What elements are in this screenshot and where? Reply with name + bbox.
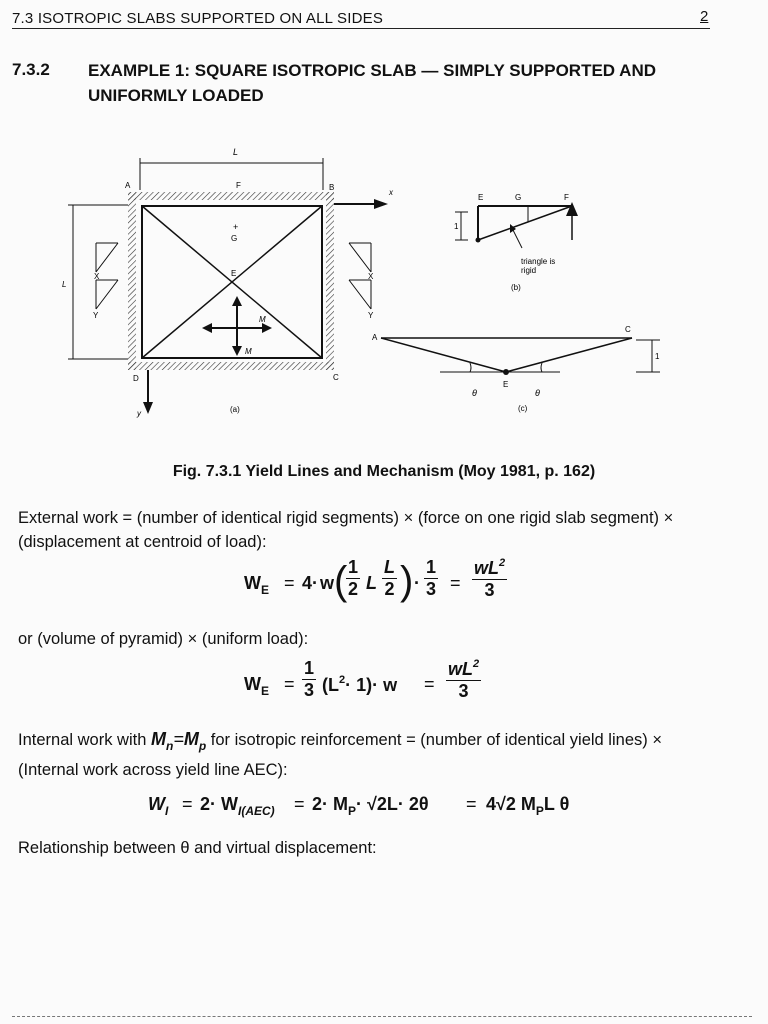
eq1-equals-2: = — [450, 573, 461, 593]
label-Y-right: Y — [368, 311, 374, 320]
label-M-horizontal: M — [259, 315, 266, 324]
eq1-w: w — [320, 573, 335, 593]
header-rule — [12, 28, 710, 29]
section-title: EXAMPLE 1: SQUARE ISOTROPIC SLAB — SIMPLY SUPPORTED AND UNIFORMLY LOADED — [88, 61, 657, 105]
eq1-L: L — [366, 573, 377, 593]
eq3-t1: 2· W — [200, 794, 238, 814]
note-rigid: rigid — [521, 266, 537, 275]
label-E: E — [231, 269, 237, 278]
eq1-lhs-sub: E — [261, 583, 270, 597]
panel-c-label: (c) — [518, 404, 528, 413]
note-triangle-is: triangle is — [521, 257, 556, 266]
label-A-c: A — [372, 333, 378, 342]
label-G-b: G — [515, 193, 522, 202]
label-C: C — [333, 373, 339, 382]
eq1-dot: · — [414, 573, 420, 593]
page-number: 2 — [700, 8, 709, 25]
eq1-lhs: W — [244, 573, 261, 593]
label-x-axis: x — [389, 188, 393, 197]
eq3-lhs: W — [148, 794, 165, 814]
eq2-lhs-sub: E — [261, 684, 270, 698]
svg-text:+: + — [233, 222, 239, 232]
running-header-title: 7.3 ISOTROPIC SLABS SUPPORTED ON ALL SIDES — [12, 10, 384, 27]
eq2-mid: (L — [322, 675, 339, 695]
footer-rule — [12, 1016, 752, 1017]
label-theta-right: θ — [535, 388, 540, 398]
eq2-result: $wL^2$ 3 — [448, 658, 480, 701]
label-C-c: C — [625, 325, 631, 334]
label-theta-left: θ — [472, 388, 477, 398]
paragraph-internal-work: Internal work with $M_n=M_p$ for isotropic reinforcement = (number of identical yield lines) × (Internal work across yield line AEC): — [18, 729, 662, 779]
label-G: G — [231, 234, 238, 243]
support-hatch-left — [128, 192, 136, 370]
support-hatch-bottom — [128, 362, 334, 370]
label-E-c: E — [503, 380, 509, 389]
eq2-mid2: · 1)· w — [345, 675, 398, 695]
eq3-t4: 4√2 M — [486, 794, 536, 814]
label-B: B — [329, 183, 335, 192]
eq1-result: $wL^2$ 3 — [474, 557, 506, 600]
label-X-left: X — [94, 272, 100, 281]
panel-b-label: (b) — [511, 283, 521, 292]
eq3-t5: L θ — [543, 794, 570, 814]
label-D: D — [133, 374, 139, 383]
panel-a — [62, 147, 394, 418]
label-X-right: X — [368, 272, 374, 281]
equation-external-work-2: $W_E$ = 1 3 $(L^2\cdot 1)\cdot w$ = $wL^2$ 3 — [244, 658, 480, 701]
figure-yield-lines — [0, 130, 768, 440]
paragraph-external-work: External work = (number of identical rigid segments) × (force on one rigid slab segment) × (displacement at centroid of load): — [18, 509, 674, 551]
paragraph-relationship: Relationship between θ and virtual displacement: — [18, 839, 377, 857]
eq1-equals: = — [284, 573, 295, 593]
label-E-b: E — [478, 193, 484, 202]
label-A: A — [125, 181, 131, 190]
eq1-frac1: 1 2 — [348, 557, 359, 599]
label-y-axis: y — [137, 409, 141, 418]
eq2-frac: 1 3 — [304, 658, 315, 700]
label-L-top: L — [233, 147, 239, 157]
eq1-frac2: L 2 — [384, 557, 395, 599]
label-F: F — [236, 181, 241, 190]
section-number: 7.3.2 — [12, 60, 50, 79]
label-1-c: 1 — [655, 352, 660, 361]
equation-external-work-1: $W_E$ = 4· w ( 1 2 L L 2 ) · 1 3 = $wL^2$ 3 — [244, 557, 506, 603]
eq3-t2: 2· M — [312, 794, 348, 814]
paragraph-volume-pyramid: or (volume of pyramid) × (uniform load): — [18, 630, 309, 648]
support-hatch-top — [128, 192, 334, 200]
eq1-factor: 4· — [302, 573, 319, 593]
panel-a-label: (a) — [230, 405, 240, 414]
eq2-equals-2: = — [424, 674, 435, 694]
label-Y-left: Y — [93, 311, 99, 320]
panel-c — [372, 325, 660, 413]
eq2-equals: = — [284, 674, 295, 694]
eq3-t3: · √2L· 2θ — [356, 794, 429, 814]
support-hatch-right — [326, 192, 334, 370]
label-L-left: L — [62, 280, 67, 289]
equation-internal-work: $W_I$ = $2\cdot W_{I(AEC)}$ = $2\cdot M_P\cdot √2L\cdot 2\theta$ = 4√2 $M_PL$ θ — [148, 794, 570, 818]
panel-b — [454, 193, 578, 292]
eq2-lhs: W — [244, 674, 261, 694]
label-M-vertical: M — [245, 347, 252, 356]
eq1-frac3: 1 3 — [426, 557, 437, 599]
label-1-b: 1 — [454, 222, 459, 231]
label-F-b: F — [564, 193, 569, 202]
figure-caption: Fig. 7.3.1 Yield Lines and Mechanism (Moy 1981, p. 162) — [172, 463, 596, 480]
